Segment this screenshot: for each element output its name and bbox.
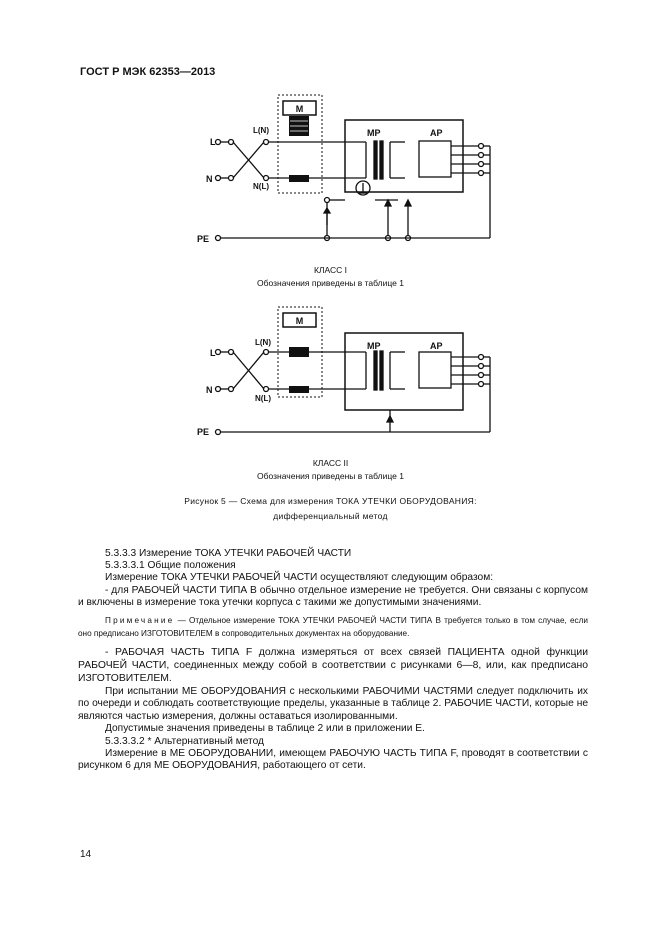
caption-ref-1: Обозначения приведены в таблице 1 — [257, 278, 404, 288]
ln-label-2: L(N) — [255, 338, 271, 347]
class-ii-diagram — [0, 305, 661, 440]
figure-subtitle: дифференциальный метод — [273, 511, 388, 521]
m-label-2: M — [295, 316, 304, 326]
ap-label-2: AP — [430, 341, 443, 351]
nl-label: N(L) — [253, 182, 269, 191]
caption-class-i: КЛАСС I — [313, 265, 347, 275]
ap-label: AP — [430, 128, 443, 138]
section-heading-5-3-3-3-2: 5.3.3.3.2 * Альтернативный метод — [105, 736, 264, 747]
class-i-diagram — [0, 90, 661, 250]
note — [78, 614, 588, 640]
nl-label-2: N(L) — [255, 394, 271, 403]
page-header: ГОСТ Р МЭК 62353—2013 — [80, 66, 216, 78]
section-heading-5-3-3-3: 5.3.3.3 Измерение ТОКА УТЕЧКИ РАБОЧЕЙ ЧАСТИ — [105, 548, 352, 559]
l-terminal-label: L — [210, 137, 216, 147]
l-terminal-label-2: L — [210, 348, 216, 358]
section-heading-5-3-3-3-1: 5.3.3.3.1 Общие положения — [105, 560, 236, 571]
paragraph-type-b: - для РАБОЧЕЙ ЧАСТИ ТИПА В обычно отдельное измерение не требуется. Они связаны с корпусом и включены в измерение тока утечки корпуса с такими же допустимыми значениями. — [78, 585, 588, 609]
pe-terminal-label-2: PE — [197, 427, 210, 437]
n-terminal-label: N — [206, 174, 213, 184]
ln-label: L(N) — [253, 126, 269, 135]
paragraph-type-f: - РАБОЧАЯ ЧАСТЬ ТИПА F должна измеряться от всех связей ПАЦИЕНТА одной функции РАБОЧЕЙ ЧАСТИ, соединенных между собой в соответствии с рисунками 6—8, или, как предписано ИЗГОТОВИТЕЛЕМ. — [78, 647, 588, 685]
mp-label-2: MP — [367, 341, 381, 351]
paragraph-multiple-parts: При испытании МЕ ОБОРУДОВАНИЯ с несколькими РАБОЧИМИ ЧАСТЯМИ следует подключить их по очереди и соблюдать соответствующие пределы, указанные в таблице 2. РАБОЧИЕ ЧАСТИ, которые не являются частью измерения, должны оставаться изолированными. — [78, 686, 588, 722]
n-terminal-label-2: N — [206, 385, 213, 395]
paragraph-limits: Допустимые значения приведены в таблице 2 или в приложении Е. — [105, 723, 425, 734]
page-number: 14 — [80, 849, 92, 860]
pe-terminal-label: PE — [197, 234, 210, 244]
note-text: — Отдельное измерение ТОКА УТЕЧКИ РАБОЧЕЙ ЧАСТИ ТИПА В требуется только в том случае, если оно предписано ИЗГОТОВИТЕЛЕМ в сопроводительных документах на оборудование. — [78, 616, 588, 638]
figure-title: Рисунок 5 — Схема для измерения ТОКА УТЕЧКИ ОБОРУДОВАНИЯ: — [184, 496, 477, 506]
paragraph-alternative: Измерение в МЕ ОБОРУДОВАНИИ, имеющем РАБОЧУЮ ЧАСТЬ ТИПА F, проводят в соответствии с рисунком 6 для МЕ ОБОРУДОВАНИЯ, работающего от сети. — [78, 748, 588, 772]
mp-label: MP — [367, 128, 381, 138]
m-label: M — [295, 104, 304, 114]
note-label: Примечание — [105, 616, 175, 625]
caption-class-ii: КЛАСС II — [312, 458, 349, 468]
paragraph-method: Измерение ТОКА УТЕЧКИ РАБОЧЕЙ ЧАСТИ осуществляют следующим образом: — [105, 572, 494, 583]
caption-ref-2: Обозначения приведены в таблице 1 — [257, 471, 404, 481]
